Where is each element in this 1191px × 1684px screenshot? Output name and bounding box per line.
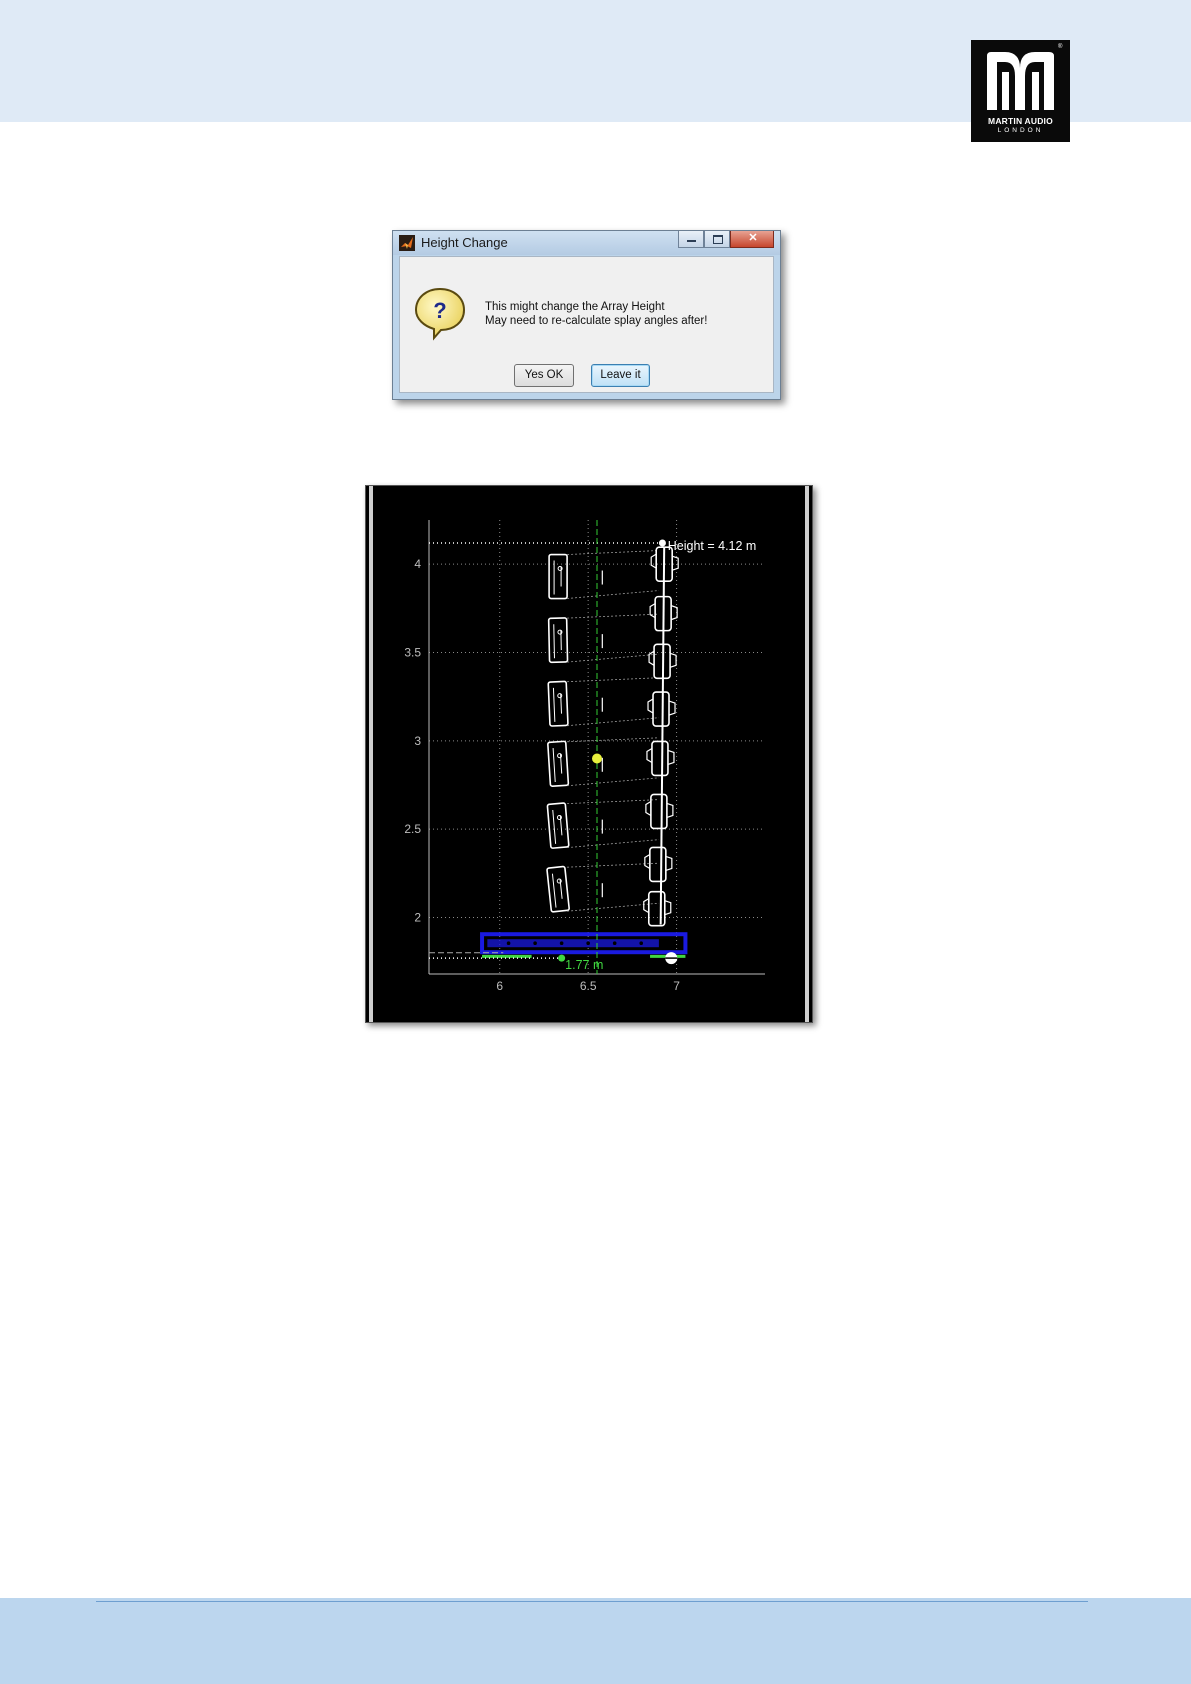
enclosure-detail [553, 809, 563, 843]
x-tick-label: 7 [673, 979, 680, 993]
splay-guide-line [567, 654, 659, 662]
brand-subtitle: LONDON [997, 127, 1044, 134]
y-tick-label: 2 [414, 910, 421, 925]
question-glyph: ? [433, 298, 447, 323]
left-enclosure [547, 803, 569, 848]
yes-ok-button[interactable]: Yes OK [514, 364, 574, 387]
leave-it-button[interactable]: Leave it [591, 364, 650, 387]
array-plot-window [365, 485, 813, 1023]
left-enclosure [548, 681, 568, 726]
splay-guide-line [567, 551, 659, 555]
dialog-message [485, 300, 707, 328]
enclosure-outline [650, 847, 666, 881]
footer-rule [96, 1601, 1088, 1602]
array-spine [661, 546, 665, 924]
enclosure-outline [651, 794, 667, 828]
window-controls [678, 231, 774, 249]
bumper-hole [507, 941, 511, 945]
bumper-hole [639, 941, 643, 945]
data-marks [429, 520, 756, 974]
tick-labels [404, 557, 680, 993]
ground-marker-point [558, 955, 565, 962]
enclosure-outline [547, 803, 569, 848]
message-line-1: This might change the Array Height [485, 301, 665, 313]
minimize-button[interactable] [678, 231, 704, 248]
enclosure-detail [554, 561, 561, 595]
matlab-app-icon [399, 235, 415, 251]
splay-guide-line [567, 840, 659, 848]
enclosure-detail [553, 748, 562, 782]
right-enclosure [645, 847, 672, 881]
right-enclosure [646, 794, 673, 828]
splay-guide-line [567, 718, 659, 726]
maximize-button[interactable] [704, 231, 730, 248]
x-tick-label: 6 [496, 979, 504, 993]
footer-band [0, 1598, 1191, 1684]
enclosure-detail [553, 688, 561, 722]
message-line-2: May need to re-calculate splay angles after! [485, 315, 708, 327]
dialog-body [399, 256, 774, 393]
array-plot[interactable] [366, 486, 812, 1022]
bumper-hole [586, 941, 590, 945]
m-logo-icon [983, 50, 1058, 112]
splay-guide-line [567, 778, 659, 786]
enclosure-detail [552, 873, 563, 908]
martin-audio-logo [971, 40, 1070, 142]
enclosure-rigging-pin [557, 815, 561, 819]
enclosure-handle [669, 701, 675, 715]
ground-height-label: 1.77 m [565, 957, 604, 972]
dialog-title: Height Change [421, 235, 508, 250]
left-enclosure [547, 866, 570, 912]
left-enclosure [548, 741, 569, 786]
array-rig [482, 546, 685, 956]
splay-guide-line [567, 800, 659, 804]
bumper-hole [533, 941, 537, 945]
bumper-hole [613, 941, 617, 945]
enclosure-outline [548, 741, 569, 786]
y-tick-label: 4 [414, 557, 421, 572]
bumper-beam [487, 939, 659, 947]
center-of-gravity-point [592, 753, 602, 763]
bumper-hole [560, 941, 564, 945]
close-button[interactable] [730, 231, 774, 248]
enclosure-outline [549, 618, 568, 662]
splay-guide-line [567, 591, 659, 599]
registered-mark: ® [1058, 44, 1063, 50]
enclosure-handle [670, 653, 676, 667]
enclosure-outline [547, 866, 570, 912]
array-height-label: Height = 4.12 m [667, 539, 757, 554]
y-tick-label: 3.5 [404, 645, 421, 660]
right-enclosure [644, 892, 671, 926]
height-change-dialog [392, 230, 781, 400]
enclosure-outline [548, 681, 568, 726]
right-enclosure [647, 741, 674, 775]
right-enclosure [648, 692, 675, 726]
enclosure-handle [665, 901, 671, 915]
splay-guide-line [567, 614, 659, 618]
top-pickup-point [659, 539, 666, 546]
splay-guide-line [567, 678, 659, 682]
enclosure-outline [549, 555, 567, 599]
enclosure-detail [554, 624, 562, 658]
enclosure-handle [667, 803, 673, 817]
enclosure-handle [666, 856, 672, 870]
left-enclosure [549, 618, 568, 662]
left-enclosure [549, 555, 567, 599]
enclosure-rigging-pin [557, 879, 561, 883]
brand-name: MARTIN AUDIO [988, 116, 1053, 126]
x-tick-label: 6.5 [579, 979, 597, 993]
enclosure-outline [649, 892, 665, 926]
enclosure-outline [652, 741, 668, 775]
enclosure-handle [672, 556, 678, 570]
enclosure-handle [668, 750, 674, 764]
y-tick-label: 3 [414, 733, 421, 748]
y-tick-label: 2.5 [404, 822, 421, 837]
enclosure-outline [653, 692, 669, 726]
question-icon [412, 285, 468, 341]
dialog-titlebar[interactable] [393, 231, 780, 255]
